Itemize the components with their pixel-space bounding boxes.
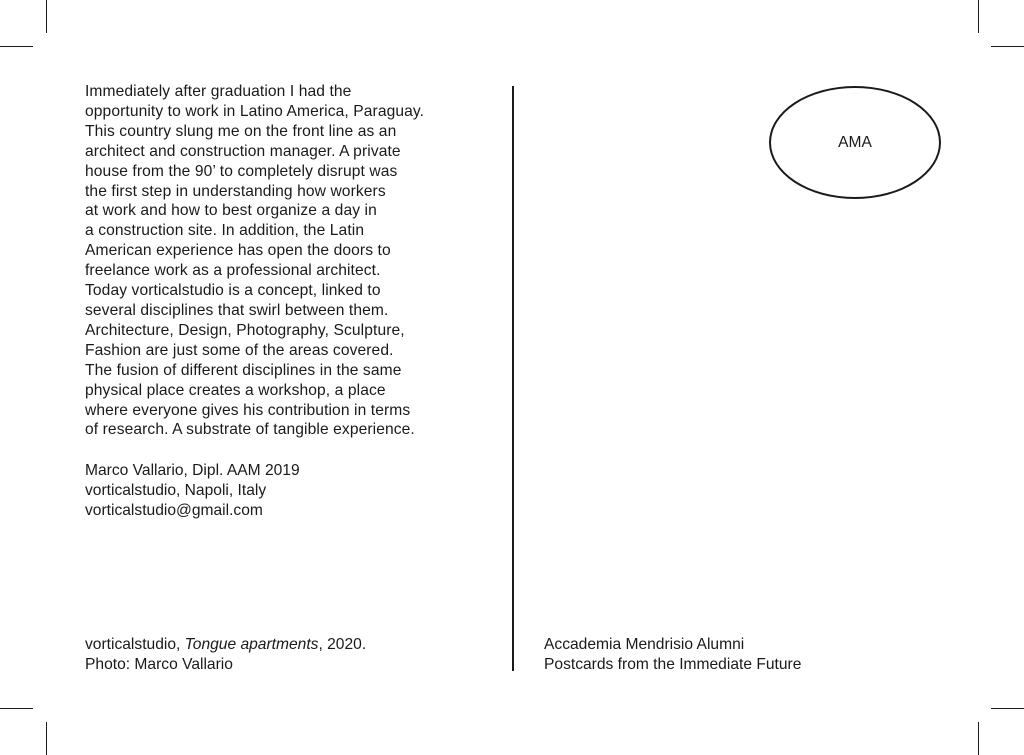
publisher-footer — [544, 635, 801, 675]
body-line: opportunity to work in Latino America, Paraguay. — [85, 102, 425, 120]
body-paragraph — [85, 82, 505, 440]
studio-location: vorticalstudio, Napoli, Italy — [85, 482, 267, 499]
body-line: architect and construction manager. A private — [85, 142, 401, 160]
body-line: house from the 90’ to completely disrupt was — [85, 162, 398, 180]
crop-mark — [46, 0, 47, 33]
author-email: vorticalstudio@gmail.com — [85, 502, 263, 519]
body-line: The fusion of different disciplines in the same — [85, 361, 402, 379]
body-line: This country slung me on the front line as an — [85, 122, 397, 140]
crop-mark — [46, 722, 47, 755]
body-line: American experience has open the doors to — [85, 242, 391, 260]
caption-studio: vorticalstudio, — [85, 636, 185, 653]
caption-work-line — [85, 635, 366, 655]
body-line: Today vorticalstudio is a concept, linked to — [85, 282, 381, 300]
body-line: Architecture, Design, Photography, Sculpture, — [85, 321, 405, 339]
body-line: physical place creates a workshop, a place — [85, 381, 386, 399]
body-line: a construction site. In addition, the Latin — [85, 222, 365, 240]
image-caption — [85, 635, 366, 675]
body-line: of research. A substrate of tangible experience. — [85, 421, 415, 439]
crop-mark — [0, 46, 33, 47]
crop-mark — [0, 708, 33, 709]
author-name: Marco Vallario, Dipl. AAM 2019 — [85, 462, 300, 479]
postcard-divider — [512, 86, 514, 671]
body-line: several disciplines that swirl between them. — [85, 301, 389, 319]
author-signature — [85, 461, 300, 521]
body-line: Immediately after graduation I had the — [85, 83, 352, 100]
body-line: where everyone gives his contribution in terms — [85, 401, 411, 419]
stamp-label: AMA — [838, 133, 872, 151]
series-title: Postcards from the Immediate Future — [544, 656, 802, 673]
crop-mark — [978, 0, 979, 33]
body-line: freelance work as a professional architect. — [85, 262, 381, 280]
crop-mark — [991, 46, 1024, 47]
crop-mark — [978, 722, 979, 755]
crop-mark — [991, 708, 1024, 709]
organization-name: Accademia Mendrisio Alumni — [544, 636, 745, 653]
photo-credit: Photo: Marco Vallario — [85, 656, 233, 673]
body-line: Fashion are just some of the areas covered. — [85, 341, 394, 359]
body-line: at work and how to best organize a day in — [85, 202, 377, 220]
caption-year: , 2020. — [318, 636, 367, 653]
body-line: the first step in understanding how workers — [85, 182, 386, 200]
caption-work-title: Tongue apartments — [184, 636, 319, 653]
stamp-oval — [769, 86, 941, 199]
